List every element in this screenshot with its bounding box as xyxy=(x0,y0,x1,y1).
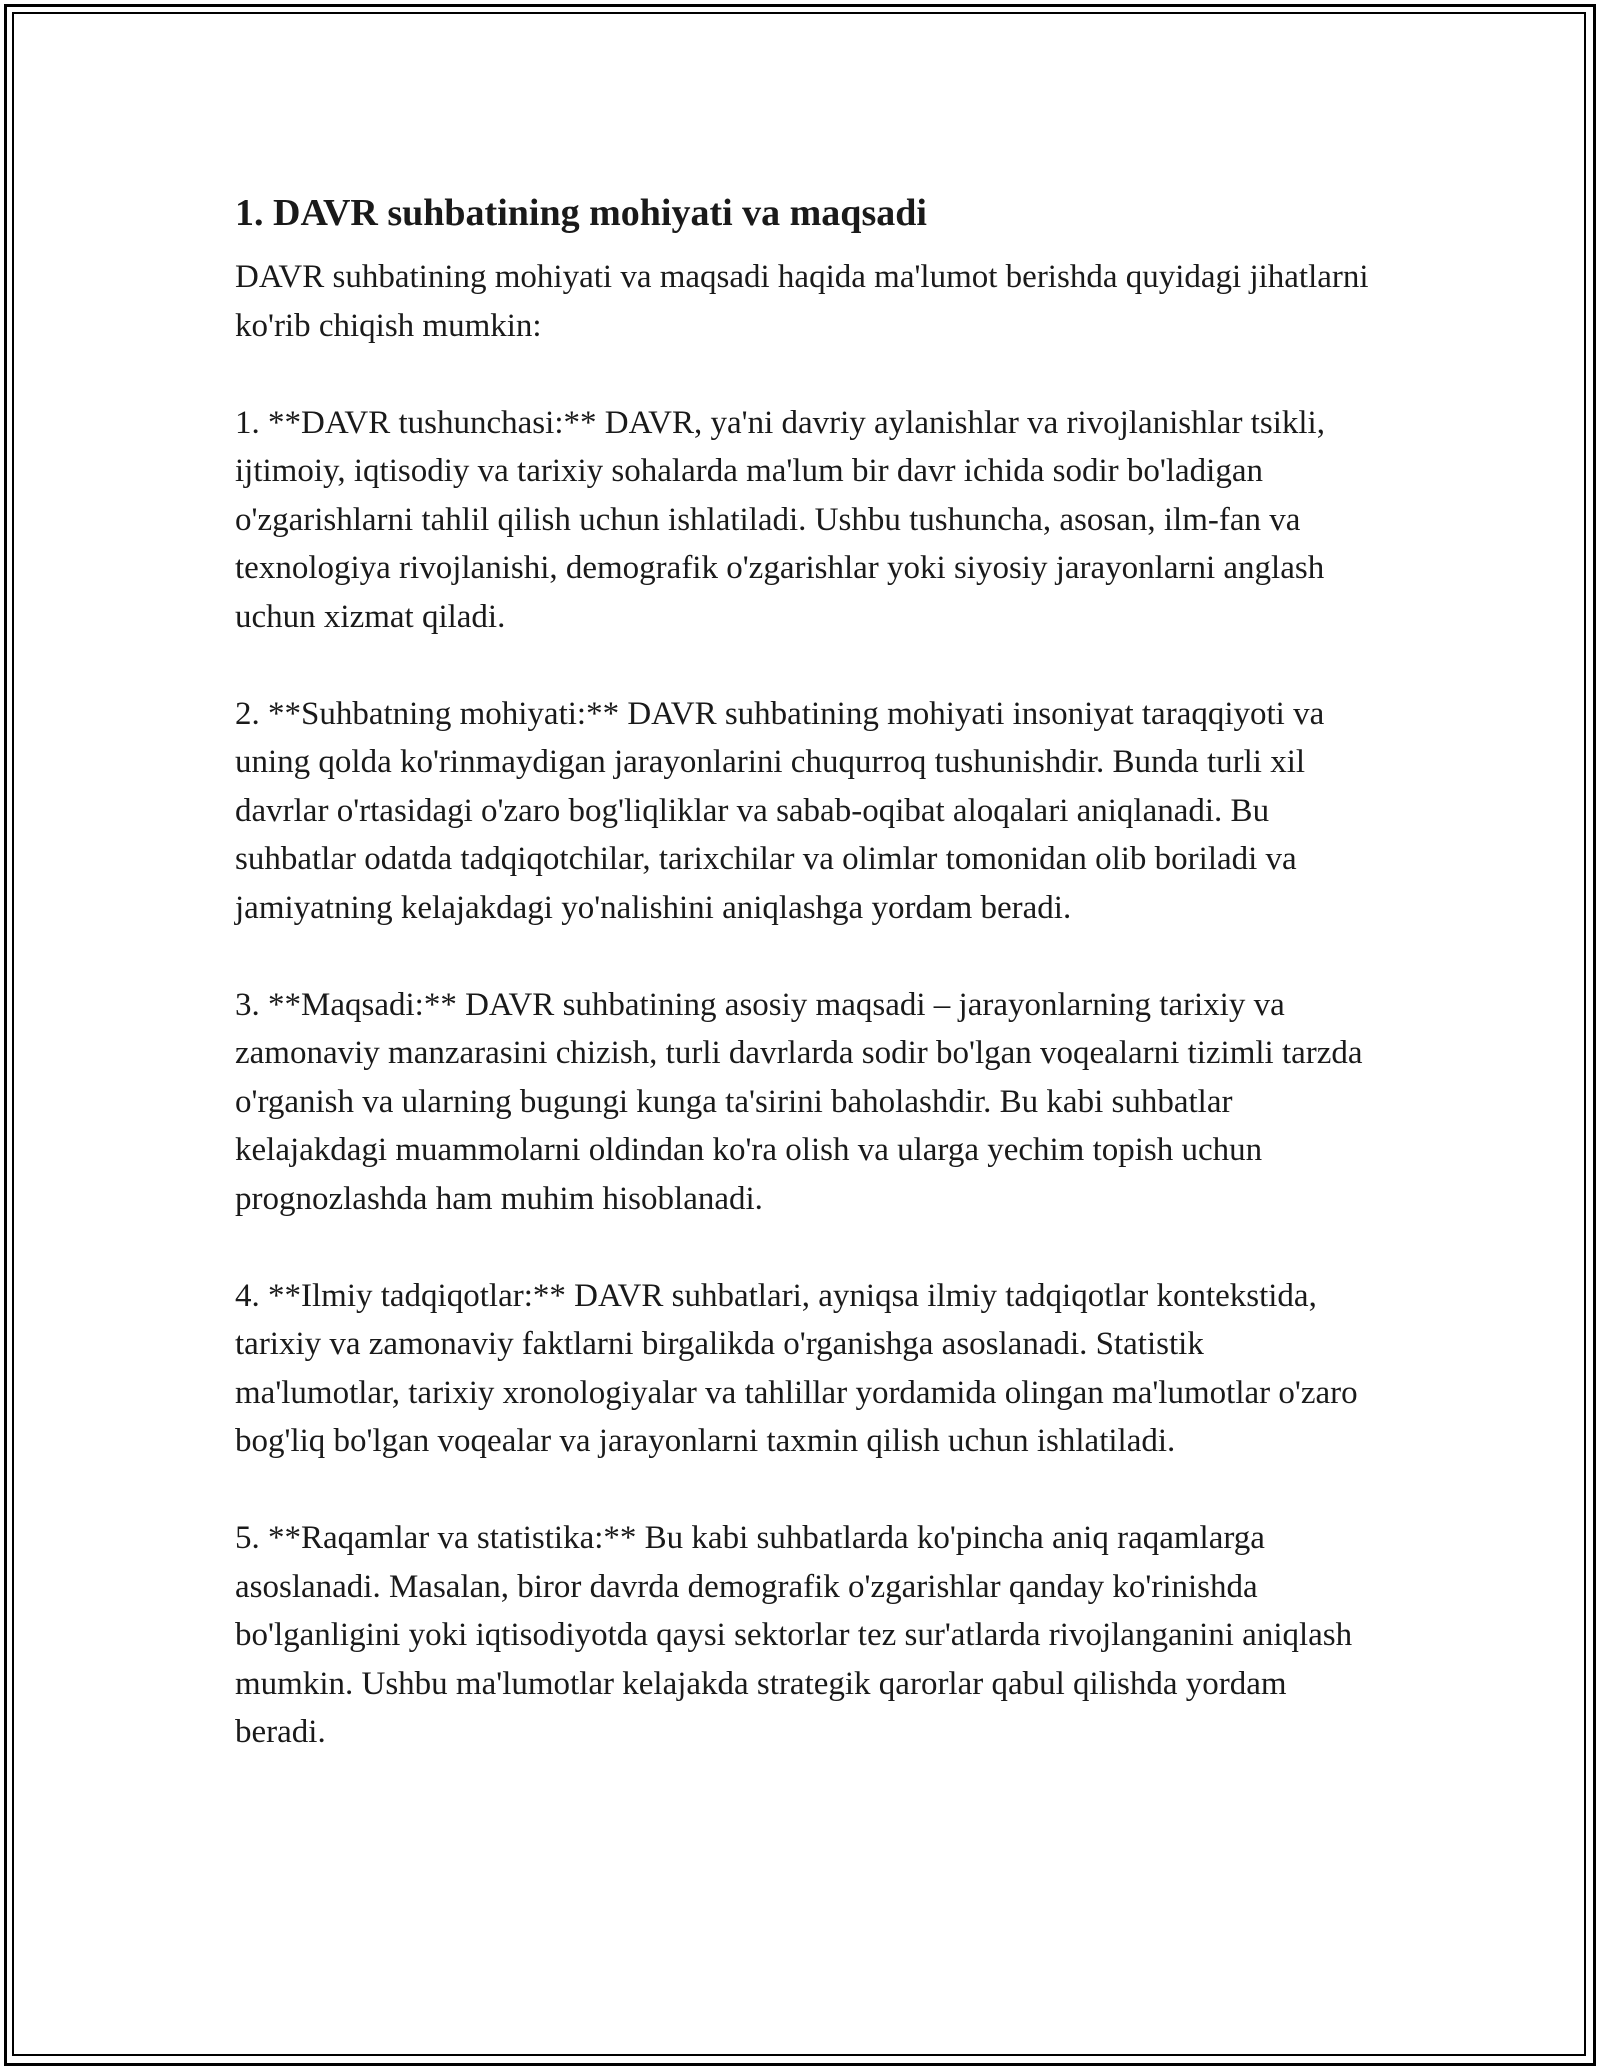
paragraph-raqamlar-va-statistika: 5. **Raqamlar va statistika:** Bu kabi suhbatlarda ko'pincha aniq raqamlarga asoslanadi. Masalan, biror davrda demografik o'zgarishlar qanday ko'rinishda bo'lganligini yoki iqtisodiyotda qaysi sektorlar tez sur'atlarda rivojlanganini aniqlash mumkin. Ushbu ma'lumotlar kelajakda strategik qarorlar qabul qilishda yordam beradi. xyxy=(235,1520,1353,1750)
paragraph-suhbatning-mohiyati: 2. **Suhbatning mohiyati:** DAVR suhbatining mohiyati insoniyat taraqqiyoti va uning qolda ko'rinmaydigan jarayonlarini chuqurroq tushunishdir. Bunda turli xil davrlar o'rtasidagi o'zaro bog'liqliklar va sabab-oqibat aloqalari aniqlanadi. Bu suhbatlar odatda tadqiqotchilar, tarixchilar va olimlar tomonidan olib boriladi va jamiyatning kelajakdagi yo'nalishini aniqlashga yordam beradi. xyxy=(235,695,1325,926)
paragraph-ilmiy-tadqiqotlar: 4. **Ilmiy tadqiqotlar:** DAVR suhbatlari, ayniqsa ilmiy tadqiqotlar kontekstida, tarixiy va zamonaviy faktlarni birgalikda o'rganishga asoslanadi. Statistik ma'lumotlar, tarixiy xronologiyalar va tahlillar yordamida olingan ma'lumotlar o'zaro bog'liq bo'lgan voqealar va jarayonlarni taxmin qilish uchun ishlatiladi. xyxy=(235,1277,1358,1459)
document-body xyxy=(235,185,1375,1757)
document-title: 1. DAVR suhbatining mohiyati va maqsadi xyxy=(235,192,927,234)
paragraph-maqsadi: 3. **Maqsadi:** DAVR suhbatining asosiy maqsadi – jarayonlarning tarixiy va zamonaviy manzarasini chizish, turli davrlarda sodir bo'lgan voqealarni tizimli tarzda o'rganish va ularning bugungi kunga ta'sirini baholashdir. Bu kabi suhbatlar kelajakdagi muammolarni oldindan ko'ra olish va ularga yechim topish uchun prognozlashda ham muhim hisoblanadi. xyxy=(235,986,1363,1217)
intro-paragraph: DAVR suhbatining mohiyati va maqsadi haqida ma'lumot berishda quyidagi jihatlarni ko'rib chiqish mumkin: xyxy=(235,259,1369,344)
paragraph-davr-tushunchasi: 1. **DAVR tushunchasi:** DAVR, ya'ni davriy aylanishlar va rivojlanishlar tsikli, ijtimoiy, iqtisodiy va tarixiy sohalarda ma'lum bir davr ichida sodir bo'ladigan o'zgarishlarni tahlil qilish uchun ishlatiladi. Ushbu tushuncha, asosan, ilm-fan va texnologiya rivojlanishi, demografik o'zgarishlar yoki siyosiy jarayonlarni anglash uchun xizmat qiladi. xyxy=(235,404,1325,635)
